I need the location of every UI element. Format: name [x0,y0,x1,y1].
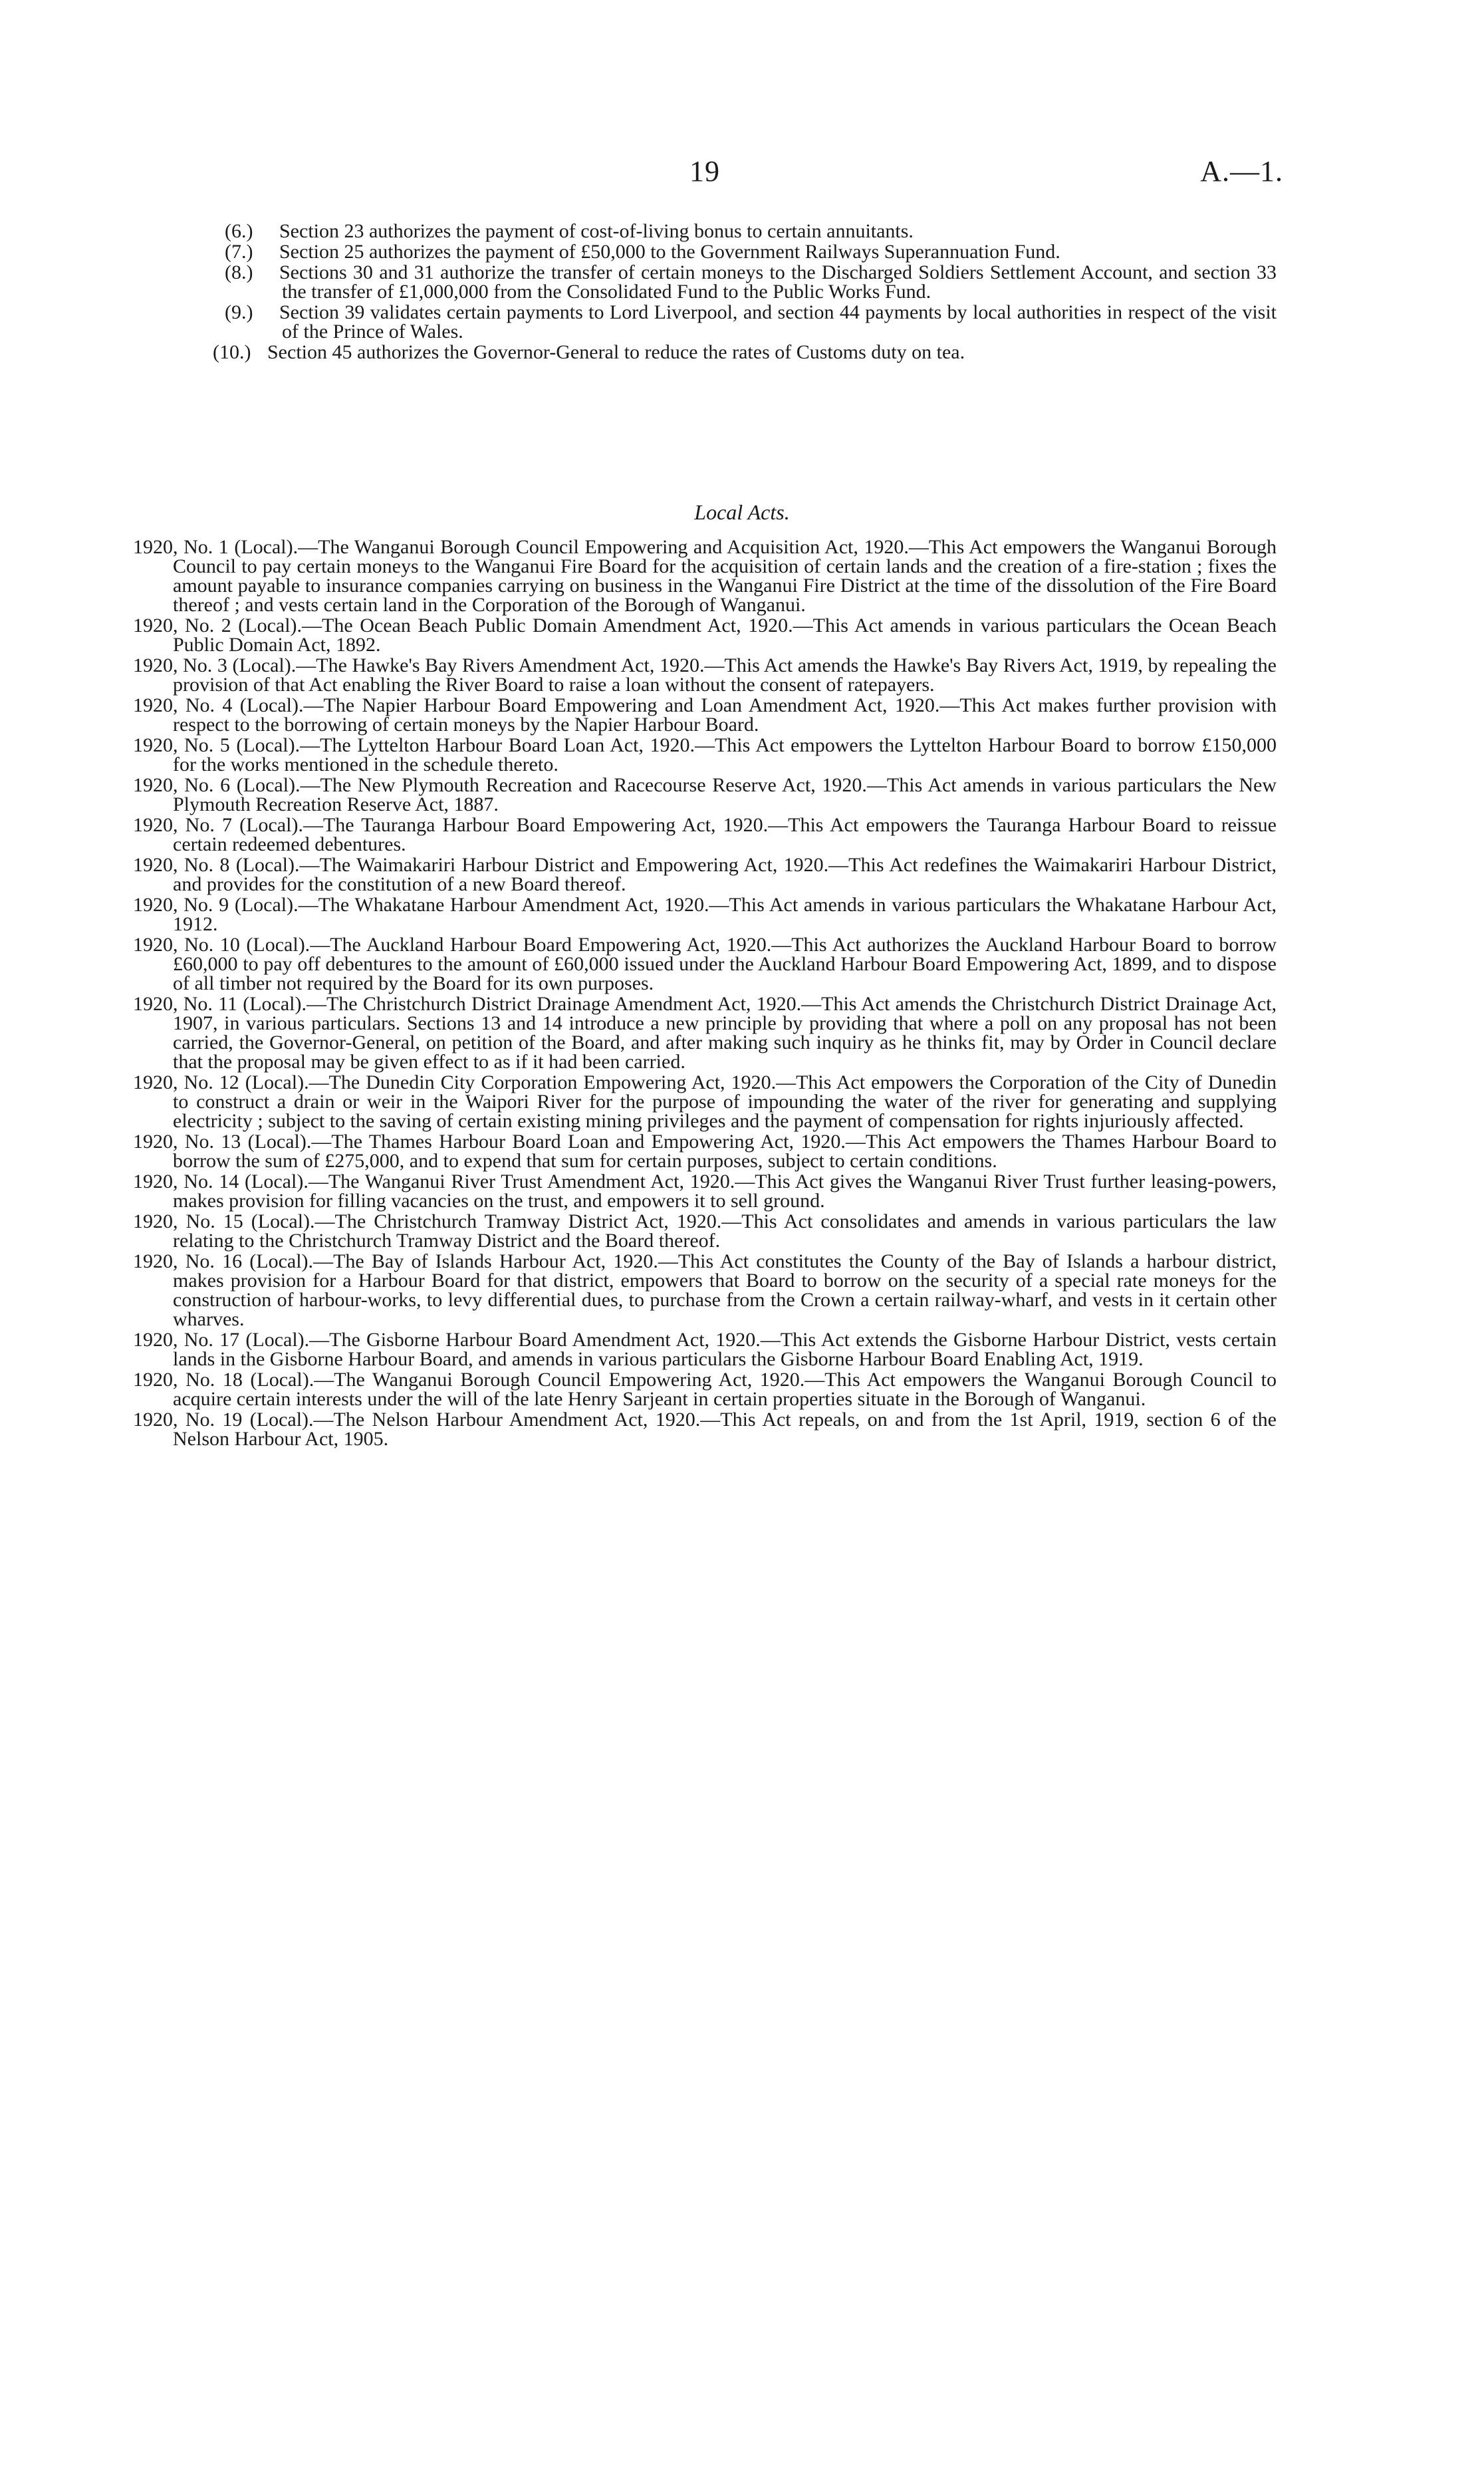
section-item [214,343,1277,362]
section-number: (7.) [225,241,253,263]
act-number: 1920, No. 14 (Local). [133,1171,309,1192]
document-reference: A.—1. [1200,155,1283,188]
section-number: (9.) [225,301,253,323]
sections-list [0,221,1484,363]
act-number: 1920, No. 15 (Local). [133,1210,315,1232]
act-description: —The Dunedin City Corporation Empowering Act, 1920.—This Act empowers the Corporation of the City of Dunedin to construct a drain or weir in the Waipori River for the purpose of impounding the water of the river for generating and supplying electricity ; subject to the saving of certain existing mining privileges and the payment of compensation for rights injuriously affected. [173,1071,1277,1132]
act-description: —The Wanganui Borough Council Empowering and Acquisition Act, 1920.—This Act empowers the Wanganui Borough Council to pay certain moneys to the Wanganui Fire Board for the acquisition of certain lands and the creation of a fire-station ; fixes the amount payable to insurance companies carrying on business in the Wanganui Fire District at the time of the dissolution of the Fire Board thereof ; and vests certain land in the Corporation of the Borough of Wanganui. [173,536,1277,616]
act-number: 1920, No. 6 (Local). [133,774,301,796]
section-number: (8.) [225,261,253,283]
act-entry [133,994,1277,1071]
act-entry [133,616,1277,654]
act-number: 1920, No. 18 (Local). [133,1369,314,1391]
act-entry [133,1370,1277,1409]
act-description: —The Gisborne Harbour Board Amendment Act, 1920.—This Act extends the Gisborne Harbour District, vests certain lands in the Gisborne Harbour Board, and amends in various particulars the Gisborne Harbour Board Enabling Act, 1919. [173,1329,1277,1370]
act-number: 1920, No. 1 (Local). [133,536,299,558]
act-entry [133,775,1277,814]
act-entry [133,1212,1277,1250]
local-acts-heading: Local Acts. [694,500,790,524]
act-description: —The Napier Harbour Board Empowering and Loan Amendment Act, 1920.—This Act makes further provision with respect to the borrowing of certain moneys by the Napier Harbour Board. [173,694,1277,736]
act-number: 1920, No. 2 (Local). [133,615,303,636]
section-item [226,221,1277,241]
act-entry [133,537,1277,615]
act-number: 1920, No. 4 (Local). [133,694,304,716]
section-item [226,263,1277,301]
section-text: Section 25 authorizes the payment of £50,000 to the Government Railways Superannuation Fund. [279,241,1060,263]
section-text: Section 39 validates certain payments to Lord Liverpool, and section 44 payments by local authorities in respect of the visit of the Prince of Wales. [279,301,1277,343]
act-description: —The Wanganui Borough Council Empowering Act, 1920.—This Act empowers the Wanganui Borough Council to acquire certain interests under the will of the late Henry Sarjeant in certain properties situate in the Borough of Wanganui. [173,1369,1277,1410]
act-description: —The Hawke's Bay Rivers Amendment Act, 1920.—This Act amends the Hawke's Bay Rivers Act, 1919, by repealing the provision of that Act enabling the River Board to raise a loan without the consent of ratepayers. [173,654,1277,696]
act-description: —The Ocean Beach Public Domain Amendment Act, 1920.—This Act amends in various particulars the Ocean Beach Public Domain Act, 1892. [173,615,1277,656]
act-description: —The Whakatane Harbour Amendment Act, 1920.—This Act amends in various particulars the Whakatane Harbour Act, 1912. [173,894,1277,935]
act-entry [133,1172,1277,1210]
act-description: —The Wanganui River Trust Amendment Act, 1920.—This Act gives the Wanganui River Trust further leasing-powers, makes provision for filling vacancies on the trust, and empowers it to sell ground. [173,1171,1277,1212]
section-item [226,303,1277,341]
section-text: Sections 30 and 31 authorize the transfer of certain moneys to the Discharged Soldiers Settlement Account, and section 33 the transfer of £1,000,000 from the Consolidated Fund to the Public Works Fund. [279,261,1277,303]
page-number: 19 [689,155,720,188]
act-description: —The Christchurch District Drainage Amendment Act, 1920.—This Act amends the Christchurch District Drainage Act, 1907, in various particulars. Sections 13 and 14 introduce a new principle by providing that where a poll on any proposal has not been carried, the Governor-General, on petition of the Board, and after making such inquiry as he thinks fit, may by Order in Council declare that the proposal may be given effect to as if it had been carried. [173,993,1277,1073]
section-item [226,242,1277,261]
act-number: 1920, No. 8 (Local). [133,854,300,876]
act-entry [133,815,1277,854]
section-number: (6.) [225,220,253,242]
act-description: —The Lyttelton Harbour Board Loan Act, 1920.—This Act empowers the Lyttelton Harbour Board to borrow £150,000 for the works mentioned in the schedule thereto. [173,734,1277,775]
act-entry [133,736,1277,774]
act-description: —The New Plymouth Recreation and Racecourse Reserve Act, 1920.—This Act amends in various particulars the New Plymouth Recreation Reserve Act, 1887. [173,774,1277,815]
act-description: —The Bay of Islands Harbour Act, 1920.—This Act constitutes the County of the Bay of Islands a harbour district, makes provision for a Harbour Board for that district, empowers that Board to borrow on the security of a special rate moneys for the construction of harbour-works, to levy differential dues, to purchase from the Crown a certain railway-wharf, and vests in it certain other wharves. [173,1250,1277,1330]
local-acts-list [133,537,1277,1450]
act-number: 1920, No. 3 (Local). [133,654,297,676]
act-entry [133,1132,1277,1171]
act-entry [133,1330,1277,1369]
section-text: Section 45 authorizes the Governor-General to reduce the rates of Customs duty on tea. [267,341,965,363]
act-description: —The Nelson Harbour Amendment Act, 1920.—This Act repeals, on and from the 1st April, 1919, section 6 of the Nelson Harbour Act, 1905. [173,1409,1277,1450]
act-entry [133,895,1277,934]
act-number: 1920, No. 13 (Local). [133,1131,312,1153]
act-entry [133,1252,1277,1329]
act-number: 1920, No. 12 (Local). [133,1071,309,1093]
act-number: 1920, No. 17 (Local). [133,1329,310,1351]
act-description: —The Waimakariri Harbour District and Empowering Act, 1920.—This Act redefines the Waimakariri Harbour District, and provides for the constitution of a new Board thereof. [173,854,1277,895]
act-entry [133,855,1277,894]
act-entry [133,656,1277,694]
act-number: 1920, No. 9 (Local). [133,894,299,916]
section-number: (10.) [213,341,251,363]
act-entry [133,696,1277,734]
act-number: 1920, No. 5 (Local). [133,734,301,756]
act-number: 1920, No. 7 (Local). [133,814,303,836]
act-number: 1920, No. 19 (Local). [133,1409,314,1431]
act-description: —The Auckland Harbour Board Empowering Act, 1920.—This Act authorizes the Auckland Harbour Board to borrow £60,000 to pay off debentures to the amount of £60,000 issued under the Auckland Harbour Board Empowering Act, 1899, and to dispose of all timber not required by the Board for its own purposes. [173,934,1277,994]
page-header [126,154,1283,194]
act-description: —The Tauranga Harbour Board Empowering Act, 1920.—This Act empowers the Tauranga Harbour Board to reissue certain redeemed debentures. [173,814,1277,855]
act-entry [133,935,1277,993]
act-number: 1920, No. 16 (Local). [133,1250,314,1272]
act-description: —The Christchurch Tramway District Act, 1920.—This Act consolidates and amends in various particulars the law relating to the Christchurch Tramway District and the Board thereof. [173,1210,1277,1252]
act-number: 1920, No. 11 (Local). [133,993,307,1015]
act-entry [133,1410,1277,1449]
act-description: —The Thames Harbour Board Loan and Empowering Act, 1920.—This Act empowers the Thames Harbour Board to borrow the sum of £275,000, and to expend that sum for certain purposes, subject to certain conditions. [173,1131,1277,1172]
act-entry [133,1073,1277,1131]
section-text: Section 23 authorizes the payment of cost-of-living bonus to certain annuitants. [279,220,914,242]
act-number: 1920, No. 10 (Local). [133,934,310,956]
